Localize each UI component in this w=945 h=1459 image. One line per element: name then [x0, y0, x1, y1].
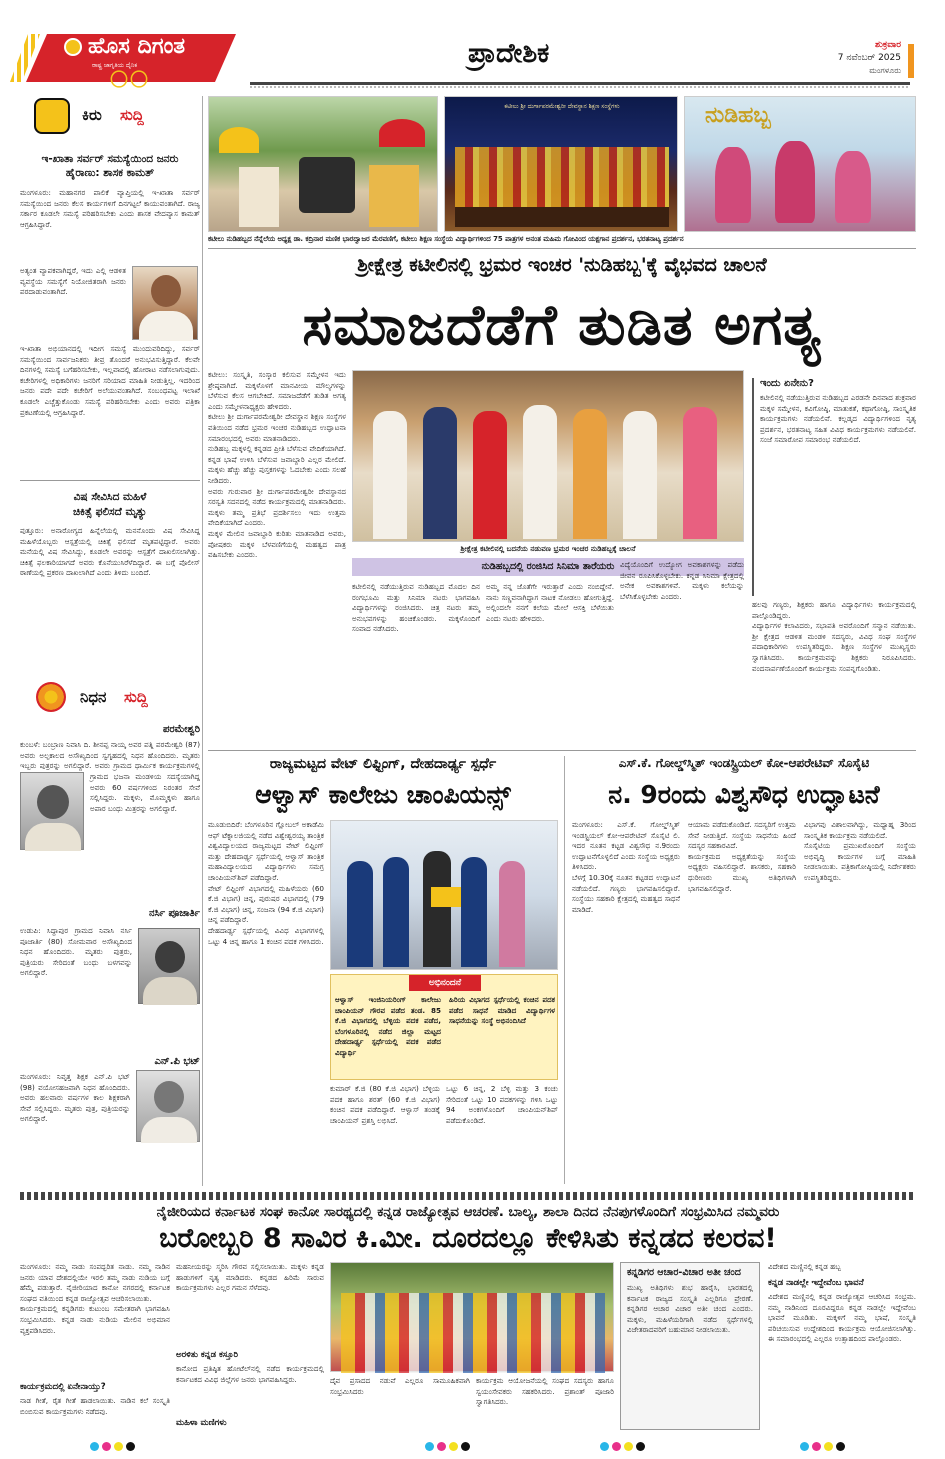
suddi-label: ಸುದ್ದಿ [120, 106, 144, 124]
banner-col-3: ಕಾರ್ಯಕ್ರಮ ಆಯೋಜನೆಯಲ್ಲಿ ಸಂಘದ ಸದಸ್ಯರು ಹಾಗೂ ಸ್ವಯಂಸೇವಕರು ಸಹಕರಿಸಿದರು. ಪ್ರಶಾಂತ್ ಪೂಜಾರಿ ಸ್ವಾಗತಿಸಿದರು. [476, 1376, 614, 1407]
banner-col-1b: ನಾಡ ಗೀತೆ, ರೈತ ಗೀತೆ ಹಾಡಲಾಯಿತು. ನಾಡಿನ ಕಲೆ ಸಂಸ್ಕೃತಿ ಬಿಂಬಿಸುವ ಕಾರ್ಯಕ್ರಮಗಳು ನಡೆದವು. [20, 1396, 170, 1416]
procession-photo [208, 96, 438, 232]
lead-col-1: ಕಟೀಲು: ಸಂಸ್ಕೃತಿ, ಸಂಸ್ಕಾರ ಕಲಿಸುವ ಸಮ್ಮೇಳನ ಇದು ಶ್ರೇಷ್ಠವಾಗಿದೆ. ಮಕ್ಕಳೊಳಗೆ ಮಾನವೀಯ ಮೌಲ್ಯಗಳನ್ನು ಬೆಳೆಸುವ ಕೆಲಸ ಆಗಬೇಕಿದೆ. ಸಮಾಜದೆಡೆಗೆ ತುಡಿತ ಅಗತ್ಯ ಎಂದು ಸಮ್ಮೇಳನಾಧ್ಯಕ್ಷರು ಹೇಳಿದರು. ಕಟೀಲು ಶ್ರೀ ದುರ್ಗಾಪರಮೇಶ್ವರೀ ದೇವಸ್ಥಾನ ಶಿಕ್ಷಣ ಸಂಸ್ಥೆಗಳ ವತಿಯಿಂದ ನಡೆದ ಭ್ರಮರ ಇಂಚರ ನುಡಿಹಬ್ಬದ ಉದ್ಘಾಟನಾ ಸಮಾರಂಭದಲ್ಲಿ ಅವರು ಮಾತನಾಡಿದರು. ನುಡಿಹಬ್ಬ ಮಕ್ಕಳಲ್ಲಿ ಕನ್ನಡದ ಪ್ರೀತಿ ಬೆಳೆಸುವ ವೇದಿಕೆಯಾಗಿದೆ. ಕನ್ನಡ ಭಾಷೆ ಉಳಿಸಿ ಬೆಳೆಸುವ ಜವಾಬ್ದಾರಿ ಎಲ್ಲರ ಮೇಲಿದೆ. ಮಕ್ಕಳು ಹೆಚ್ಚು ಹೆಚ್ಚು ಪುಸ್ತಕಗಳನ್ನು ಓದಬೇಕು ಎಂದು ಸಲಹೆ ನೀಡಿದರು. ಅವರು ಗುರುವಾರ ಶ್ರೀ ದುರ್ಗಾಪರಮೇಶ್ವರೀ ದೇವಸ್ಥಾನದ ಸರಸ್ವತಿ ಸದನದಲ್ಲಿ ನಡೆದ ಕಾರ್ಯಕ್ರಮದಲ್ಲಿ ಮಾತನಾಡಿದರು. ಮಕ್ಕಳು ತಮ್ಮ ಪ್ರತಿಭೆ ಪ್ರದರ್ಶಿಸಲು ಇದು ಉತ್ತಮ ವೇದಿಕೆಯಾಗಿದೆ ಎಂದರು. ಮಕ್ಕಳ ಮೇಲಿನ ಜವಾಬ್ದಾರಿ ಕುರಿತು ಮಾತನಾಡಿದ ಅವರು, ಪೋಷಕರು ಮಕ್ಕಳ ಬೆಳವಣಿಗೆಯಲ್ಲಿ ಮಹತ್ವದ ಪಾತ್ರ ವಹಿಸಬೇಕು ಎಂದರು. [208, 370, 346, 560]
banner-right-lead: ವಿದೇಶದ ಮಣ್ಣಿನಲ್ಲಿ ಕನ್ನಡ ಹಬ್ಬ [768, 1262, 841, 1271]
goldsmith-kicker: ಎಸ್.ಕೆ. ಗೋಲ್ಡ್‌ಸ್ಮಿತ್ ಇಂಡಸ್ಟ್ರಿಯಲ್ ಕೋ-ಆಪರೇಟಿವ್ ಸೊಸೈಟಿ [618, 756, 870, 770]
side-box [752, 378, 916, 596]
kiru-suddi-badge [20, 96, 200, 138]
ad-right-text: ಹಿರಿಯ ವಿಭಾಗದ ಸ್ಪರ್ಧೆಯಲ್ಲಿ ಕಂಚಿನ ಪದಕ ಪಡೆದ ಸಾಧನೆ ಮಾಡಿದ ವಿದ್ಯಾರ್ಥಿಗಳ ಸಾಧನೆಯನ್ನು ಸಂಸ್ಥೆ ಅಭಿನಂದಿಸಿದೆ [449, 995, 555, 1026]
side-box-title: ಇಂದು ಏನೇನು? [760, 378, 814, 389]
abhinandane-label: ಅಭಿನಂದನೆ [409, 975, 481, 991]
obit-text-1: ಕುಂಬಳೆ: ಬಂಬ್ರಾಣ ನಿವಾಸಿ ದಿ. ಶೀನಪ್ಪ ನಾಯ್ಕ ಅವರ ಪತ್ನಿ ಪರಮೇಶ್ವರಿ (87) ಅವರು ಅಲ್ಪಕಾಲದ ಅಸೌಖ್ಯದಿಂದ ಸ್ವಗೃಹದಲ್ಲಿ ನಿಧನ ಹೊಂದಿದರು. ಮೃತರು ಇಬ್ಬರು ಪುತ್ರರನ್ನು ಅಗಲಿದ್ದಾರೆ. ಅವರು ಗ್ರಾಮದ ಧಾರ್ಮಿಕ ಕಾರ್ಯಕ್ರಮಗಳಲ್ಲಿ [20, 740, 200, 771]
banner-photo-caption: ದೈವ ಪ್ರಸಾದದ ನಡುವೆ ಎಲ್ಲರೂ ಸಾಮೂಹಿಕವಾಗಿ ಸಂಭ್ರಮಿಸಿದರು [330, 1376, 470, 1396]
weightlifting-photo [330, 820, 558, 970]
sub-col-3: ವಿದ್ಯೆಯೊಂದಿಗೆ ಉದ್ಯೋಗ ಅವಕಾಶಗಳನ್ನು ಪಡೆದು ಜೀವನ ರೂಪಿಸಿಕೊಳ್ಳಬೇಕು. ಕನ್ನಡ ಸಿನಿಮಾ ಕ್ಷೇತ್ರದಲ್ಲಿ ಅನೇಕ ಅವಕಾಶಗಳಿವೆ. ಮಕ್ಕಳು ಕಲೆಯನ್ನು ಬೆಳೆಸಿಕೊಳ್ಳಬೇಕು ಎಂದರು. [620, 560, 744, 601]
caption-rule [208, 248, 916, 249]
side-box-text: ಕಟೀಲಿನಲ್ಲಿ ನಡೆಯುತ್ತಿರುವ ನುಡಿಹಬ್ಬದ ಎರಡನೇ ದಿನವಾದ ಶುಕ್ರವಾರ ಮಕ್ಕಳ ಸಮ್ಮೇಳನ, ಕವಿಗೋಷ್ಠಿ, ಮಾತುಕತೆ, ಕಥಾಗೋಷ್ಠಿ, ಸಾಂಸ್ಕೃತಿಕ ಕಾರ್ಯಕ್ರಮಗಳು ನಡೆಯಲಿವೆ. ಕಲ್ಲಡ್ಕದ ವಿದ್ಯಾರ್ಥಿಗಳಿಂದ ನೃತ್ಯ ಪ್ರದರ್ಶನ, ಭರತನಾಟ್ಯ ಸಹಿತ ವಿವಿಧ ಕಾರ್ಯಕ್ರಮಗಳು ನಡೆಯಲಿವೆ. ಸಂಜೆ ಸಮಾರೋಪ ಸಮಾರಂಭ ನಡೆಯಲಿದೆ. [760, 393, 916, 445]
banner-q3: ಮಹಿಳಾ ಮಣಿಗಳು [176, 1418, 227, 1428]
banner-stripe [20, 1192, 916, 1200]
banner-right-title: ಕನ್ನಡ ನಾಡಲ್ಲೇ ಇದ್ದೇವೆಂಬ ಭಾವನೆ [768, 1278, 864, 1288]
brief-headline-1: ಇ-ಖಾತಾ ಸರ್ವರ್ ಸಮಸ್ಯೆಯಿಂದ ಜನರು ಹೈರಾಣು: ಶಾಸಕ ಕಾಮತ್ [41, 153, 179, 179]
masthead [0, 0, 945, 91]
lead-headline: ಸಮಾಜದೆಡೆಗೆ ತುಡಿತ ಅಗತ್ಯ [302, 293, 822, 358]
weight-kicker: ರಾಜ್ಯಮಟ್ಟದ ವೇಟ್ ಲಿಫ್ಟಿಂಗ್, ದೇಹದಾರ್ಢ್ಯ ಸ್ಪರ್ಧೆ [269, 756, 497, 772]
obit-name-2: ನರ್ಸಿ ಪೂಜಾರ್ತಿ [148, 908, 200, 919]
brief-text-2: ಅತ್ಯಂತ ವ್ಯಾಪಕವಾಗಿದ್ದರೆ, ಇದು ಎಲ್ಲಿ ಆಡಳಿತ ವ್ಯವಸ್ಥೆಯ ಸಮಸ್ಯೆಗೆ ನಿಯೋಜಿತರಾಗಿ ಜನರು ಪರದಾಡುವಂತಾಗಿದೆ. [20, 266, 126, 297]
logo-flourish-icon: 〇〇 [110, 70, 150, 91]
lead-kicker: ಶ್ರೀಕ್ಷೇತ್ರ ಕಟೀಲಿನಲ್ಲಿ ಭ್ರಮರ ಇಂಚರ 'ನುಡಿಹಬ್ಬ'ಕ್ಕೆ ವೈಭವದ ಚಾಲನೆ [357, 254, 767, 276]
date-accent-bar [908, 44, 914, 78]
banner-col-2b: ಕಾನೋದ ಪ್ರತಿಷ್ಠಿತ ಹೋಟೆಲ್‌ನಲ್ಲಿ ನಡೆದ ಕಾರ್ಯಕ್ರಮದಲ್ಲಿ ಕರ್ನಾಟಕದ ವಿವಿಧ ಜಿಲ್ಲೆಗಳ ಜನರು ಭಾಗವಹಿಸಿದ್ದರು. [176, 1364, 324, 1384]
banner-q1: ಕಾರ್ಯಕ್ರಮದಲ್ಲಿ ಏನೇನಾಯ್ತು? [20, 1382, 106, 1392]
inauguration-photo [352, 370, 744, 542]
banner-kicker: ನೈಜೀರಿಯದ ಕರ್ನಾಟಕ ಸಂಘ ಕಾನೋ ಸಾರಥ್ಯದಲ್ಲಿ ಕನ್ನಡ ರಾಜ್ಯೋತ್ಸವ ಆಚರಣೆ. ಬಾಲ್ಯ, ಶಾಲಾ ದಿನದ ನೆನಪುಗಳೊಂದಿಗೆ ಸಂಭ್ರಮಿಸಿದ ನಮ್ಮವರು [156, 1204, 780, 1220]
dance-photo [684, 96, 916, 232]
sub-col-2: ಅಮ್ಮ ನನ್ನ ಜೊತೆಗೇ ಇರುತ್ತಾರೆ ಎಂದು ನಂಬಿದ್ದೇನೆ. ನಾನು ಸಣ್ಣವನಾಗಿದ್ದಾಗ ನಾಟಕ ನೋಡಲು ಹೋಗುತ್ತಿದ್ದೆ. ಅಲ್ಲಿಂದಲೇ ನನಗೆ ಕಲೆಯ ಮೇಲೆ ಆಸಕ್ತಿ ಬೆಳೆಯಿತು ಎಂದು ನಟರು ಹೇಳಿದರು. [486, 582, 614, 623]
yakshagana-photo [444, 96, 678, 232]
logo-emblem-icon [64, 38, 82, 56]
stage-banner: ಕಟೀಲು ಶ್ರೀ ದುರ್ಗಾಪರಮೇಶ್ವರೀ ದೇವಸ್ಥಾನ ಶಿಕ್ಷಣ ಸಂಸ್ಥೆಗಳು [504, 103, 620, 110]
kiru-label: ಕಿರು [82, 106, 102, 124]
section-title: ಪ್ರಾದೇಶಿಕ [468, 38, 550, 69]
obit-text-1b: ಗ್ರಾಮದ ಭಜನಾ ಮಂಡಳಿಯ ಸದಸ್ಯೆಯಾಗಿದ್ದ ಅವರು 60 ವರ್ಷಗಳಿಂದ ನಿರಂತರ ಸೇವೆ ಸಲ್ಲಿಸಿದ್ದರು. ಮಕ್ಕಳು, ಮೊಮ್ಮಕ್ಕಳು ಹಾಗೂ ಅಪಾರ ಬಂಧು ಮಿತ್ರರನ್ನು ಅಗಲಿದ್ದಾರೆ. [90, 772, 200, 813]
brief-headline-2: ವಿಷ ಸೇವಿಸಿದ ಮಹಿಳೆ ಚಿಕಿತ್ಸೆ ಫಲಿಸದೆ ಮೃತ್ಯು [72, 491, 148, 518]
obit-photo-1 [20, 772, 84, 850]
brief-text-1: ಮಂಗಳೂರು: ಮಹಾನಗರ ಪಾಲಿಕೆ ವ್ಯಾಪ್ತಿಯಲ್ಲಿ ಇ-ಖಾತಾ ಸರ್ವರ್ ಸಮಸ್ಯೆಯಿಂದ ಜನರು ಕೆಲಸ ಕಾರ್ಯಗಳಿಗೆ ದಿನಗಟ್ಟಲೆ ಕಾಯುವಂತಾಗಿದೆ. ರಾಜ್ಯ ಸರ್ಕಾರ ಕೂಡಲೇ ಸಮಸ್ಯೆ ಪರಿಹರಿಸಬೇಕು ಎಂದು ಶಾಸಕ ವೇದವ್ಯಾಸ ಕಾಮತ್ ಆಗ್ರಹಿಸಿದ್ದಾರೆ. [20, 188, 200, 229]
banner-q2: ಅರಳಿತು ಕನ್ನಡ ಕಸ್ತೂರಿ [176, 1350, 238, 1360]
subhead-title: ನುಡಿಹಬ್ಬದಲ್ಲಿ ರಂಜಿಸಿದ ಸಿನಿಮಾ ತಾರೆಯರು [481, 561, 615, 572]
banner-col-2: ಮಹನೀಯರನ್ನು ಸ್ಮರಿಸಿ ಗೌರವ ಸಲ್ಲಿಸಲಾಯಿತು. ಮಕ್ಕಳು ಕನ್ನಡ ಹಾಡುಗಳಿಗೆ ನೃತ್ಯ ಮಾಡಿದರು. ಕನ್ನಡದ ಹಿರಿಮೆ ಸಾರುವ ಕಾರ್ಯಕ್ರಮಗಳು ಎಲ್ಲರ ಗಮನ ಸೆಳೆದವು. [176, 1262, 324, 1293]
weight-col-3: ಕುಮಾರ್ ಕೆ.ಜಿ (80 ಕೆ.ಜಿ ವಿಭಾಗ) ಬೆಳ್ಳಿಯ ಪದಕ ಹಾಗೂ ಶರತ್ (60 ಕೆ.ಜಿ ವಿಭಾಗ) ಕಂಚಿನ ಪದಕ ಪಡೆದಿದ್ದಾರೆ. ಆಳ್ವಾಸ್ ತಂಡಕ್ಕೆ ಚಾಂಪಿಯನ್ ಪ್ರಶಸ್ತಿ ಲಭಿಸಿದೆ. [330, 1084, 440, 1125]
brief-text-4: ಪುತ್ತೂರು: ಅನಾರೋಗ್ಯದ ಹಿನ್ನೆಲೆಯಲ್ಲಿ ಮನನೊಂದು ವಿಷ ಸೇವಿಸಿದ್ದ ಮಹಿಳೆಯೊಬ್ಬರು ಆಸ್ಪತ್ರೆಯಲ್ಲಿ ಚಿಕಿತ್ಸೆ ಫಲಿಸದೆ ಮೃತಪಟ್ಟಿದ್ದಾರೆ. ಅವರು ಮನೆಯಲ್ಲಿ ವಿಷ ಸೇವಿಸಿದ್ದು, ಕೂಡಲೇ ಅವರನ್ನು ಆಸ್ಪತ್ರೆಗೆ ದಾಖಲಿಸಲಾಗಿತ್ತು. ಚಿಕಿತ್ಸೆ ಫಲಕಾರಿಯಾಗದೆ ಅವರು ಕೊನೆಯುಸಿರೆಳೆದಿದ್ದಾರೆ. ಈ ಬಗ್ಗೆ ಪೊಲೀಸ್ ಠಾಣೆಯಲ್ಲಿ ಪ್ರಕರಣ ದಾಖಲಾಗಿದೆ ಎಂದು ತಿಳಿದು ಬಂದಿದೆ. [20, 526, 200, 578]
header-rule [250, 82, 910, 85]
obit-name-3: ಎನ್.ಪಿ ಭಟ್ [154, 1056, 200, 1067]
goldsmith-headline: ನ. 9ರಂದು ವಿಶ್ವಸೌಧ ಉದ್ಘಾಟನೆ [608, 780, 880, 809]
header-rule-dots [250, 86, 910, 88]
brief-text-3: ಇ-ಖಾತಾ ಅಭಿಯಾನದಲ್ಲಿ ಇದೀಗ ಸಮಸ್ಯೆ ಮುಂದುವರಿದಿದ್ದು, ಸರ್ವರ್ ಸಮಸ್ಯೆಯಿಂದ ಸಾರ್ವಜನಿಕರು ತೀವ್ರ ತೊಂದರೆ ಅನುಭವಿಸುತ್ತಿದ್ದಾರೆ. ಕೆಲವೇ ದಿನಗಳಲ್ಲಿ ಸಮಸ್ಯೆ ಬಗೆಹರಿಸಬೇಕು, ಇಲ್ಲವಾದಲ್ಲಿ ಹೋರಾಟ ನಡೆಸಲಾಗುವುದು. ಕಚೇರಿಗಳಲ್ಲಿ ಅಧಿಕಾರಿಗಳು ಜನರಿಗೆ ಸರಿಯಾದ ಮಾಹಿತಿ ನೀಡುತ್ತಿಲ್ಲ. ಇದರಿಂದ ಜನರು ಪದೇ ಪದೇ ಕಚೇರಿಗೆ ಅಲೆಯುವಂತಾಗಿದೆ. ಸಂಬಂಧಪಟ್ಟ ಇಲಾಖೆ ಕೂಡಲೇ ಎಚ್ಚೆತ್ತುಕೊಂಡು ಸಮಸ್ಯೆ ಪರಿಹರಿಸಬೇಕು ಎಂದು ಅವರು ಪತ್ರಿಕಾ ಪ್ರಕಟಣೆಯಲ್ಲಿ ಆಗ್ರಹಿಸಿದ್ದಾರೆ. [20, 344, 200, 417]
logo-tagline: ರಾಷ್ಟ್ರ ಜಾಗೃತಿಯ ದೈನಿಕ [92, 62, 138, 69]
obit-photo-2 [138, 928, 200, 1004]
nigeria-group-photo [330, 1262, 614, 1372]
hand-icon [34, 98, 70, 134]
banner-box [620, 1262, 760, 1430]
ad-left-text: ಆಳ್ವಾಸ್ ಇಂಜಿನಿಯರಿಂಗ್ ಕಾಲೇಜು ಚಾಂಪಿಯನ್ ಗೌರವ ಪಡೆದ ತಂಡ. 85 ಕೆ.ಜಿ ವಿಭಾಗದಲ್ಲಿ ಬೆಳ್ಳಿಯ ಪದಕ ಪಡೆದ, ಬೆಂಗಳೂರಿನಲ್ಲಿ ನಡೆದ ಜಿಲ್ಲಾ ಮಟ್ಟದ ದೇಹದಾರ್ಢ್ಯ ಸ್ಪರ್ಧೆಯಲ್ಲಿ ಪದಕ ಪಡೆದ ವಿದ್ಯಾರ್ಥಿ [335, 995, 441, 1057]
issue-city: ಮಂಗಳೂರು [869, 66, 901, 75]
banner-col-1: ಮಂಗಳೂರು: ನಮ್ಮ ನಾಡು ಸಂಪದ್ಭರಿತ ನಾಡು. ನಮ್ಮ ನಾಡಿನ ಜನರು ಯಾವ ದೇಶದಲ್ಲಿಯೇ ಇರಲಿ ತಮ್ಮ ನಾಡು ನುಡಿಯ ಬಗ್ಗೆ ಹೆಮ್ಮೆ ಪಡುತ್ತಾರೆ. ನೈಜೀರಿಯಾದ ಕಾನೋ ನಗರದಲ್ಲಿ ಕರ್ನಾಟಕ ಸಂಘದ ವತಿಯಿಂದ ಕನ್ನಡ ರಾಜ್ಯೋತ್ಸವ ಆಚರಿಸಲಾಯಿತು. ಕಾರ್ಯಕ್ರಮದಲ್ಲಿ ಕನ್ನಡಿಗರು ಕುಟುಂಬ ಸಮೇತರಾಗಿ ಭಾಗವಹಿಸಿ ಸಂಭ್ರಮಿಸಿದರು. ಕನ್ನಡ ನಾಡು ನುಡಿಯ ಮೇಲಿನ ಅಭಿಮಾನ ವ್ಯಕ್ತಪಡಿಸಿದರು. [20, 1262, 170, 1335]
issue-date: 7 ನವೆಂಬರ್ 2025 [837, 53, 901, 63]
obit-text-2: ಉಡುಪಿ: ಸಿದ್ದಾಪುರ ಗ್ರಾಮದ ನಿವಾಸಿ ನರ್ಸಿ ಪೂಜಾರ್ತಿ (80) ಸೋಮವಾರ ಅಸೌಖ್ಯದಿಂದ ನಿಧನ ಹೊಂದಿದರು. ಮೃತರು ಪುತ್ರರು, ಪುತ್ರಿಯರು ಸೇರಿದಂತೆ ಬಂಧು ಬಳಗವನ್ನು ಅಗಲಿದ್ದಾರೆ. [20, 926, 132, 978]
obit-photo-3 [136, 1070, 200, 1142]
lead-right-col: ಹಲವು ಗಣ್ಯರು, ಶಿಕ್ಷಕರು ಹಾಗೂ ವಿದ್ಯಾರ್ಥಿಗಳು ಕಾರ್ಯಕ್ರಮದಲ್ಲಿ ಪಾಲ್ಗೊಂಡಿದ್ದರು. ವಿದ್ಯಾರ್ಥಿಗಳ ಕಲಾವಿದರು, ಸಭಾಪತಿ ಅವರೊಂದಿಗೆ ಸನ್ಮಾನ ನಡೆಯಿತು. ಶ್ರೀ ಕ್ಷೇತ್ರದ ಆಡಳಿತ ಮಂಡಳಿ ಸದಸ್ಯರು, ವಿವಿಧ ಸಂಘ ಸಂಸ್ಥೆಗಳ ಪದಾಧಿಕಾರಿಗಳು ಉಪಸ್ಥಿತರಿದ್ದರು. ಶಿಕ್ಷಣ ಸಂಸ್ಥೆಗಳ ಮುಖ್ಯಸ್ಥರು ಸ್ವಾಗತಿಸಿದರು. ಕಾರ್ಯಕ್ರಮವನ್ನು ಶಿಕ್ಷಕರು ನಿರೂಪಿಸಿದರು. ವಂದನಾರ್ಪಣೆಯೊಂದಿಗೆ ಕಾರ್ಯಕ್ರಮ ಸಂಪನ್ನಗೊಂಡಿತು. [752, 600, 916, 673]
weight-col-1: ಮೂಡುಬಿದಿರೆ: ಬೆಂಗಳೂರಿನ ಗ್ಲೋಬಲ್ ಅಕಾಡೆಮಿ ಆಫ್ ಟೆಕ್ನಾಲಜಿಯಲ್ಲಿ ನಡೆದ ವಿಶ್ವೇಶ್ವರಯ್ಯ ತಾಂತ್ರಿಕ ವಿಶ್ವವಿದ್ಯಾಲಯದ ರಾಜ್ಯಮಟ್ಟದ ವೇಟ್ ಲಿಫ್ಟಿಂಗ್ ಮತ್ತು ದೇಹದಾರ್ಢ್ಯ ಸ್ಪರ್ಧೆಯಲ್ಲಿ ಆಳ್ವಾಸ್ ತಾಂತ್ರಿಕ ಮಹಾವಿದ್ಯಾಲಯದ ವಿದ್ಯಾರ್ಥಿಗಳು ಸಮಗ್ರ ಚಾಂಪಿಯನ್‌ಶಿಪ್ ಪಡೆದಿದ್ದಾರೆ. ವೇಟ್ ಲಿಫ್ಟಿಂಗ್ ವಿಭಾಗದಲ್ಲಿ ಮಹಿಳೆಯರು (60 ಕೆ.ಜಿ ವಿಭಾಗ) ಚಿನ್ನ, ಪುರುಷರ ವಿಭಾಗದಲ್ಲಿ (79 ಕೆ.ಜಿ ವಿಭಾಗ) ಚಿನ್ನ, ಸಂಜನಾ (94 ಕೆ.ಜಿ ವಿಭಾಗ) ಚಿನ್ನ ಪಡೆದಿದ್ದಾರೆ. ದೇಹದಾರ್ಢ್ಯ ಸ್ಪರ್ಧೆಯಲ್ಲಿ ವಿವಿಧ ವಿಭಾಗಗಳಲ್ಲಿ ಒಟ್ಟು 4 ಚಿನ್ನ ಹಾಗೂ 1 ಕಂಚಿನ ಪದಕ ಗಳಿಸಿದರು. [208, 820, 324, 946]
goldsmith-col-2: ಆಯಾಮ ಪಡೆದುಕೊಂಡಿದೆ. ಸದಸ್ಯರಿಗೆ ಉತ್ತಮ ಸೇವೆ ನೀಡುತ್ತಿದೆ. ಸಂಸ್ಥೆಯ ಸಾಧನೆಯ ಹಿಂದೆ ಸದಸ್ಯರ ಸಹಕಾರವಿದೆ. ಕಾರ್ಯಕ್ರಮದ ಅಧ್ಯಕ್ಷತೆಯನ್ನು ಸಂಸ್ಥೆಯ ಅಧ್ಯಕ್ಷರು ವಹಿಸಲಿದ್ದಾರೆ. ಶಾಸಕರು, ಸಹಕಾರಿ ಧುರೀಣರು ಮುಖ್ಯ ಅತಿಥಿಗಳಾಗಿ ಭಾಗವಹಿಸಲಿದ್ದಾರೆ. [688, 820, 796, 893]
banner-box-text: ಮುಖ್ಯ ಅತಿಥಿಗಳು ಶುಭ ಹಾರೈಸಿ, ಭಾರತದಲ್ಲಿ ಕರ್ನಾಟಕ ರಾಜ್ಯದ ಸಂಸ್ಕೃತಿ ಎಲ್ಲರಿಗೂ ಪ್ರೇರಣೆ. ಕನ್ನಡಿಗರ ಆಚಾರ ವಿಚಾರ ಅತೀ ಚಂದ ಎಂದರು. ಮಕ್ಕಳು, ಮಹಿಳೆಯರಿಗಾಗಿ ನಡೆದ ಸ್ಪರ್ಧೆಗಳಲ್ಲಿ ವಿಜೇತರಾದವರಿಗೆ ಬಹುಮಾನ ನೀಡಲಾಯಿತು. [627, 1283, 753, 1335]
weight-headline: ಆಳ್ವಾಸ್ ಕಾಲೇಜು ಚಾಂಪಿಯನ್ಸ್ [255, 780, 511, 809]
inauguration-caption: ಶ್ರೀಕ್ಷೇತ್ರ ಕಟೀಲಿನಲ್ಲಿ ಬದನೆಯ ನಡುವಣ ಭ್ರಮರ ಇಂಚರ ನುಡಿಹಬ್ಬಕ್ಕೆ ಚಾಲನೆ [460, 544, 636, 553]
goldsmith-col-3: ವಿಭಾಗವು ವಿಶಾಲವಾಗಿದ್ದು, ಮಧ್ಯಾಹ್ನ 3ರಿಂದ ಸಾಂಸ್ಕೃತಿಕ ಕಾರ್ಯಕ್ರಮ ನಡೆಯಲಿದೆ. ಸೊಸೈಟಿಯ ಪ್ರಮುಖರೊಂದಿಗೆ ಸಂಸ್ಥೆಯ ಅಭಿವೃದ್ಧಿ ಕಾರ್ಯಗಳ ಬಗ್ಗೆ ಮಾಹಿತಿ ನೀಡಲಾಯಿತು. ಪತ್ರಿಕಾಗೋಷ್ಠಿಯಲ್ಲಿ ನಿರ್ದೇಶಕರು ಉಪಸ್ಥಿತರಿದ್ದರು. [804, 820, 916, 882]
fest-word: ನುಡಿಹಬ್ಬ [705, 103, 771, 128]
issue-day: ಶುಕ್ರವಾರ [875, 40, 901, 50]
nidhana-suddi-label: ಸುದ್ದಿ [124, 688, 148, 706]
banner-headline: ಬರೋಬ್ಬರಿ 8 ಸಾವಿರ ಕಿ.ಮೀ. ದೂರದಲ್ಲೂ ಕೇಳಿಸಿತು ಕನ್ನಡದ ಕಲರವ! [159, 1223, 777, 1254]
goldsmith-col-1: ಮಂಗಳೂರು: ಎಸ್.ಕೆ. ಗೋಲ್ಡ್‌ಸ್ಮಿತ್ ಇಂಡಸ್ಟ್ರಿಯಲ್ ಕೋ-ಆಪರೇಟಿವ್ ಸೊಸೈಟಿ ಲಿ. ಇದರ ನೂತನ ಕಟ್ಟಡ ವಿಶ್ವಸೌಧ ನ.9ರಂದು ಉದ್ಘಾಟನೆಗೊಳ್ಳಲಿದೆ ಎಂದು ಸಂಸ್ಥೆಯ ಅಧ್ಯಕ್ಷರು ತಿಳಿಸಿದರು. ಬೆಳಗ್ಗೆ 10.30ಕ್ಕೆ ನೂತನ ಕಟ್ಟಡದ ಉದ್ಘಾಟನೆ ನಡೆಯಲಿದೆ. ಗಣ್ಯರು ಭಾಗವಹಿಸಲಿದ್ದಾರೆ. ಸಂಸ್ಥೆಯು ಸಹಕಾರಿ ಕ್ಷೇತ್ರದಲ್ಲಿ ಮಹತ್ವದ ಸಾಧನೆ ಮಾಡಿದೆ. [572, 820, 680, 914]
nidhana-badge [20, 680, 200, 716]
flower-icon [36, 682, 66, 712]
registration-marks [0, 1436, 945, 1450]
banner-right-text: ವಿದೇಶದ ಮಣ್ಣಿನಲ್ಲಿ ಕನ್ನಡ ರಾಜ್ಯೋತ್ಸವ ಆಚರಿಸಿದ ಸಂಭ್ರಮ. ನಮ್ಮ ನಾಡಿನಿಂದ ದೂರವಿದ್ದರೂ ಕನ್ನಡ ನಾಡಲ್ಲೇ ಇದ್ದೇವೆಂಬ ಭಾವನೆ ಮೂಡಿತು. ಮಕ್ಕಳಿಗೆ ನಮ್ಮ ಭಾಷೆ, ಸಂಸ್ಕೃತಿ ಪರಿಚಯಿಸುವ ಉದ್ದೇಶದಿಂದ ಕಾರ್ಯಕ್ರಮ ಆಯೋಜಿಸಲಾಗಿತ್ತು. ಈ ಸಮಾರಂಭದಲ್ಲಿ ಎಲ್ಲರೂ ಉತ್ಸಾಹದಿಂದ ಪಾಲ್ಗೊಂಡರು. [768, 1292, 916, 1344]
weight-col-4: ಒಟ್ಟು 6 ಚಿನ್ನ, 2 ಬೆಳ್ಳಿ ಮತ್ತು 3 ಕಂಚು ಸೇರಿದಂತೆ ಒಟ್ಟು 10 ಪದಕಗಳನ್ನು ಗಳಿಸಿ ಒಟ್ಟು 94 ಅಂಕಗಳೊಂದಿಗೆ ಚಾಂಪಿಯನ್‌ಶಿಪ್ ಪಡೆದುಕೊಂಡಿದೆ. [446, 1084, 558, 1125]
left-column [20, 96, 200, 1186]
obit-text-3: ಮಂಗಳೂರು: ನಿವೃತ್ತ ಶಿಕ್ಷಕ ಎನ್.ಪಿ ಭಟ್ (98) ವಯೋಸಹಜವಾಗಿ ನಿಧನ ಹೊಂದಿದರು. ಅವರು ಹಲವಾರು ವರ್ಷಗಳ ಕಾಲ ಶಿಕ್ಷಕರಾಗಿ ಸೇವೆ ಸಲ್ಲಿಸಿದ್ದರು. ಮೃತರು ಪುತ್ರ, ಪುತ್ರಿಯರನ್ನು ಅಗಲಿದ್ದಾರೆ. [20, 1072, 130, 1124]
left-column-rule [202, 96, 203, 1186]
weight-rule [564, 756, 565, 1184]
sub-col-1: ಕಟೀಲಿನಲ್ಲಿ ನಡೆಯುತ್ತಿರುವ ನುಡಿಹಬ್ಬದ ಮೊದಲ ದಿನ ರಂಗಭೂಮಿ ಮತ್ತು ಸಿನಿಮಾ ನಟರು ಭಾಗವಹಿಸಿ ವಿದ್ಯಾರ್ಥಿಗಳನ್ನು ರಂಜಿಸಿದರು. ಚಿತ್ರ ನಟರು ತಮ್ಮ ಅನುಭವಗಳನ್ನು ಹಂಚಿಕೊಂಡರು. ಮಕ್ಕಳೊಂದಿಗೆ ಸಂವಾದ ನಡೆಸಿದರು. [352, 582, 480, 634]
logo-title: ಹೊಸ ದಿಗಂತ [88, 34, 186, 59]
abhinandane-box [330, 974, 558, 1080]
top-photo-caption: ಕಟೀಲು ನುಡಿಹಬ್ಬದ ನೆನ್ನೆಲೆಯ ಅಧ್ಯಕ್ಷ ಡಾ. ಕದ್ರಿನಾರ ಮಣಿಕ ಭಾರದ್ವಾಜರ ಮೆರವಣಿಗೆ, ಕಟೀಲು ಶಿಕ್ಷಣ ಸಂಸ್ಥೆಯ ವಿದ್ಯಾರ್ಥಿಗಳಿಂದ 75 ಪಾತ್ರಗಳ ಅನಂತ ಮಹಿಮ ಗೋವಿಂದ ಯಕ್ಷಗಾನ ಪ್ರದರ್ಶನ, ಭರತನಾಟ್ಯ ಪ್ರದರ್ಶನ [208, 235, 684, 243]
nidhana-label: ನಿಧನ [80, 688, 107, 706]
obit-name-1: ಪರಮೇಶ್ವರಿ [162, 724, 200, 735]
mla-portrait [132, 266, 198, 340]
banner-box-title: ಕನ್ನಡಿಗರ ಆಚಾರ-ವಿಚಾರ ಅತೀ ಚಂದ [627, 1267, 741, 1278]
brief-divider [20, 480, 200, 481]
lead-bottom-rule [208, 750, 916, 751]
